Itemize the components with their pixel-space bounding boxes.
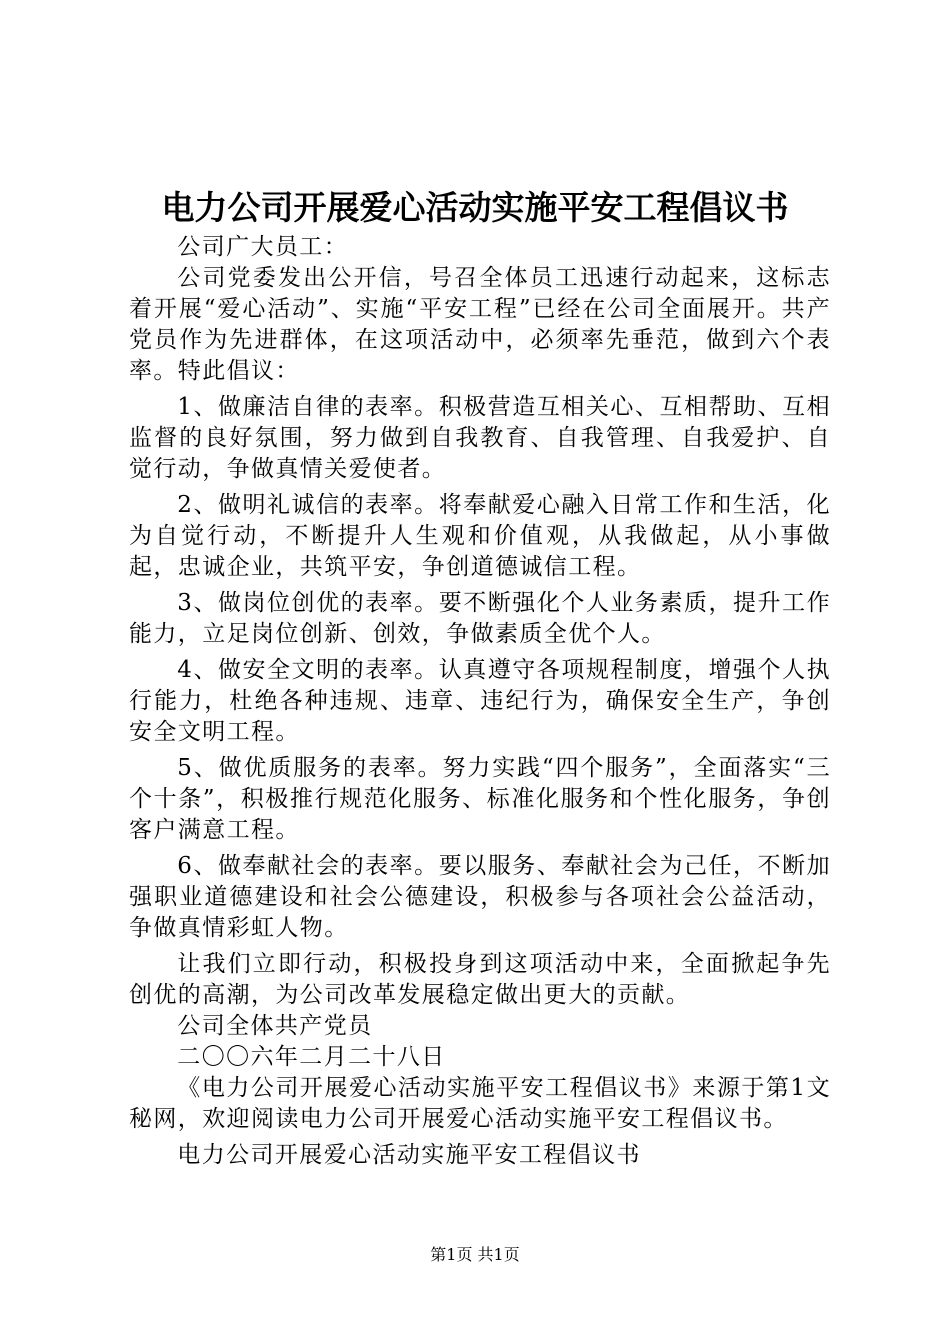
signature: 公司全体共产党员: [177, 1013, 373, 1039]
paragraph-closing: 让我们立即行动，积极投身到这项活动中来，全面掀起争先创优的高潮，为公司改革发展稳定做出更大的贡献。: [129, 951, 831, 1008]
paragraph-item-2: 2、做明礼诚信的表率。将奉献爱心融入日常工作和生活，化为自觉行动，不断提升人生观和价值观，从我做起，从小事做起，忠诚企业，共筑平安，争创道德诚信工程。: [129, 492, 831, 580]
paragraph-item-4: 4、做安全文明的表率。认真遵守各项规程制度，增强个人执行能力，杜绝各种违规、违章、违纪行为，确保安全生产，争创安全文明工程。: [129, 657, 831, 745]
document-body: [129, 232, 831, 1171]
date: 二〇〇六年二月二十八日: [177, 1044, 446, 1070]
repeat-title: 电力公司开展爱心活动实施平安工程倡议书: [177, 1142, 641, 1168]
document-title: 电力公司开展爱心活动实施平安工程倡议书: [161, 188, 789, 227]
paragraph-item-5: 5、做优质服务的表率。努力实践“四个服务”，全面落实“三个十条”，积极推行规范化服务、标准化服务和个性化服务，争创客户满意工程。: [129, 755, 831, 843]
paragraph-item-1: 1、做廉洁自律的表率。积极营造互相关心、互相帮助、互相监督的良好氛围，努力做到自我教育、自我管理、自我爱护、自觉行动，争做真情关爱使者。: [129, 394, 831, 482]
paragraph-item-3: 3、做岗位创优的表率。要不断强化个人业务素质，提升工作能力，立足岗位创新、创效，争做素质全优个人。: [129, 590, 831, 647]
paragraph-item-6: 6、做奉献社会的表率。要以服务、奉献社会为己任，不断加强职业道德建设和社会公德建设，积极参与各项社会公益活动，争做真情彩虹人物。: [129, 853, 831, 941]
paragraph-intro: 公司党委发出公开信，号召全体员工迅速行动起来，这标志着开展“爱心活动”、实施“平安工程”已经在公司全面展开。共产党员作为先进群体，在这项活动中，必须率先垂范，做到六个表率。特此倡议：: [129, 265, 831, 384]
source-note: 《电力公司开展爱心活动实施平安工程倡议书》来源于第1文秘网，欢迎阅读电力公司开展爱心活动实施平安工程倡议书。: [129, 1075, 831, 1132]
salutation: 公司广大员工：: [177, 234, 349, 260]
page-number-footer: 第1页 共1页: [430, 1245, 520, 1264]
